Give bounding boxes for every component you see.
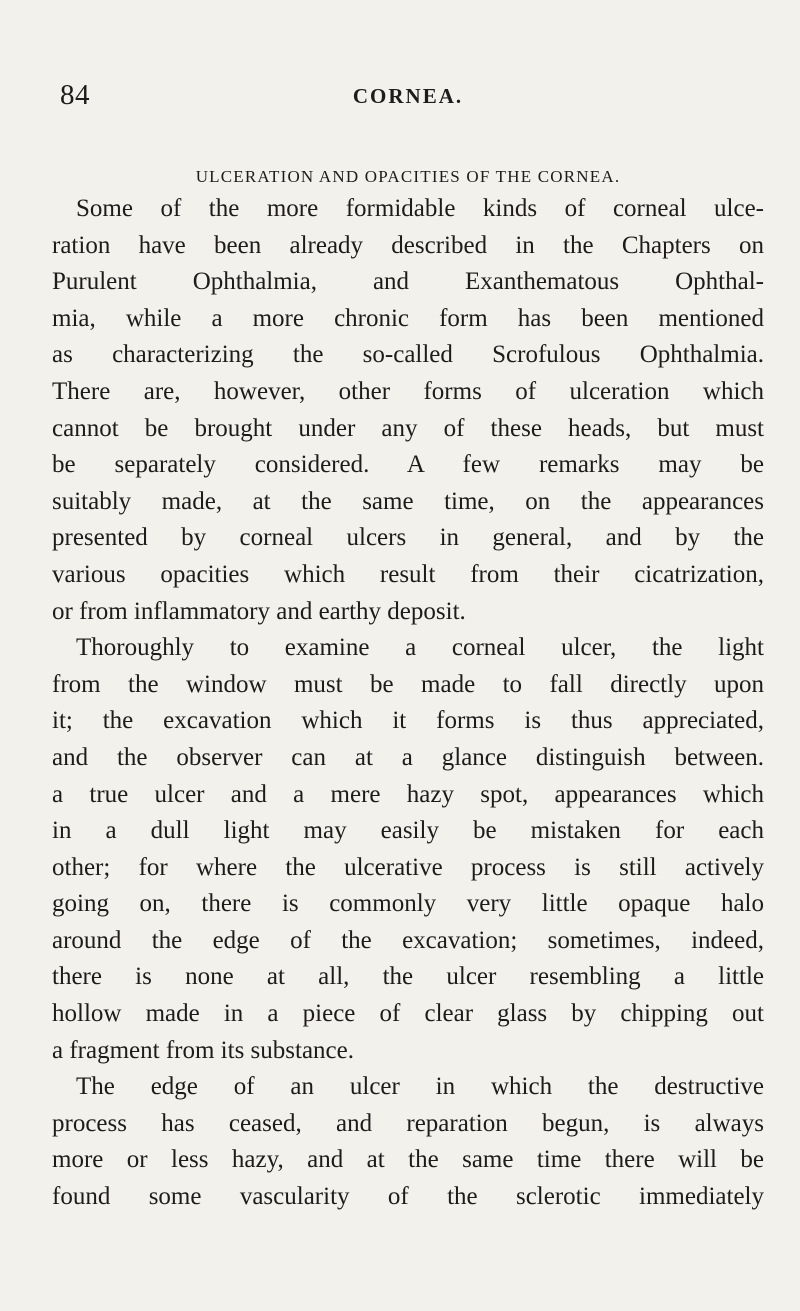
text-line: The edge of an ulcer in which the destructive	[76, 1073, 764, 1101]
text-line: cannot be brought under any of these heads, but must	[52, 414, 764, 442]
text-line: in a dull light may easily be mistaken for each	[52, 817, 764, 845]
text-line: a true ulcer and a mere hazy spot, appearances which	[52, 780, 764, 808]
text-line: Purulent Ophthalmia, and Exanthematous Ophthal-	[52, 268, 764, 296]
text-line: ration have been already described in the Chapters on	[52, 231, 764, 259]
text-line: going on, there is commonly very little opaque halo	[52, 890, 764, 918]
text-line: other; for where the ulcerative process is still actively	[52, 853, 764, 881]
text-line: various opacities which result from their cicatrization,	[52, 560, 764, 588]
text-line: as characterizing the so-called Scrofulous Ophthalmia.	[52, 341, 764, 369]
body-text	[52, 191, 764, 1216]
text-line: there is none at all, the ulcer resembling a little	[52, 963, 764, 991]
text-line: hollow made in a piece of clear glass by chipping out	[52, 1000, 764, 1028]
text-line: Some of the more formidable kinds of corneal ulce-	[76, 195, 764, 222]
text-line: Thoroughly to examine a corneal ulcer, the light	[76, 634, 764, 662]
running-title: CORNEA.	[352, 84, 464, 108]
text-line: There are, however, other forms of ulceration which	[52, 377, 764, 405]
text-line: suitably made, at the same time, on the appearances	[52, 487, 764, 515]
text-line: mia, while a more chronic form has been mentioned	[52, 304, 764, 332]
text-line: process has ceased, and reparation begun, is always	[52, 1109, 764, 1137]
page-number: 84	[60, 79, 90, 111]
text-line: from the window must be made to fall directly upon	[52, 670, 764, 698]
text-line: presented by corneal ulcers in general, and by the	[52, 524, 764, 552]
text-line: or from inflammatory and earthy deposit.	[52, 597, 466, 625]
text-line: a fragment from its substance.	[52, 1036, 354, 1064]
running-head	[52, 78, 764, 112]
section-heading: ULCERATION AND OPACITIES OF THE CORNEA.	[195, 167, 621, 186]
text-line: be separately considered. A few remarks may be	[52, 451, 764, 479]
text-line: around the edge of the excavation; sometimes, indeed,	[52, 926, 764, 954]
text-line: found some vascularity of the sclerotic immediately	[52, 1183, 764, 1211]
book-page	[52, 0, 764, 1311]
text-line: more or less hazy, and at the same time there will be	[52, 1146, 764, 1174]
text-line: it; the excavation which it forms is thus appreciated,	[52, 707, 764, 735]
text-line: and the observer can at a glance distinguish between.	[52, 743, 764, 771]
